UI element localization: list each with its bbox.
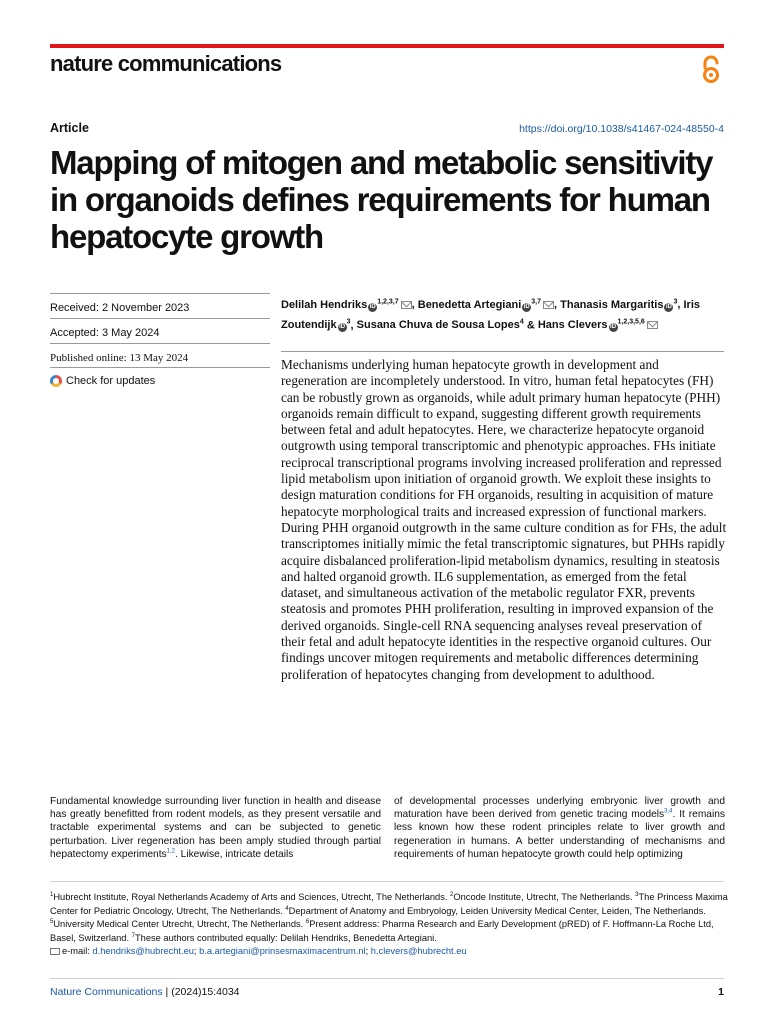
affiliation-number: 1 xyxy=(50,891,54,898)
affiliations-divider xyxy=(50,881,724,882)
footer-citation xyxy=(50,986,240,998)
crossmark-icon xyxy=(50,375,62,387)
affiliation-text: Present address: Pharma Research and Early Development (pRED) of F. Hoffmann-La Roche Ltd, Basel, Switzerland. xyxy=(50,919,714,943)
affiliation-text: These authors contributed equally: Delilah Hendriks, Benedetta Artegiani. xyxy=(135,932,437,943)
email-icon[interactable] xyxy=(401,301,412,309)
check-for-updates-button[interactable] xyxy=(50,368,270,387)
affiliation-number: 2 xyxy=(450,891,454,898)
published-date: Published online: 13 May 2024 xyxy=(50,352,189,364)
abstract: Mechanisms underlying human hepatocyte growth in development and regeneration are incompletely understood. In vitro, human fetal hepatocytes (FH) can be robustly grown as organoids, while adult primary human hepatocyte (PHH) organoids remain difficult to expand, suggesting different growth requirements between fetal and adult hepatocytes. Here, we characterize hepatocyte organoid outgrowth using temporal transcriptomic and phenotypic approaches. FHs initiate reciprocal transcriptional programs involving increased proliferation and repressed lipid metabolism upon initiation of organoid growth. We exploit these insights to design maturation conditions for FH organoids, resulting in acquisition of mature hepatocyte morphological traits and increased expression of functional markers. During PHH organoid outgrowth in the same culture condition as for FHs, the adult transcriptomes initially mimic the fetal transcriptomic signatures, but PHHs rapidly acquire disbalanced proliferation-lipid metabolism dynamics, resulting in steatosis and halted organoid growth. IL6 supplementation, as emerged from the fetal dataset, and simultaneous activation of the metabolic regulator FXR, prevents steatosis and promotes PHH proliferation, resulting in improved expansion of the derived organoids. Single-cell RNA sequencing analyses reveal preservation of their fetal and adult hepatocyte identities in the respective organoid cultures. Our findings uncover mitogen requirements and metabolic differences determining proliferation of hepatocytes changing from development to adulthood. xyxy=(281,357,727,682)
affiliation-text: Hubrecht Institute, Royal Netherlands Academy of Arts and Sciences, Utrecht, The Netherlands. xyxy=(53,892,451,902)
email-label: e-mail: xyxy=(62,946,93,957)
affiliation-list xyxy=(50,891,730,945)
orcid-icon[interactable]: iD xyxy=(610,324,617,331)
affiliation-text: Oncode Institute, Utrecht, The Netherlands. xyxy=(453,892,636,902)
affiliation-text: The Princess Maxima Center for Pediatric Oncology, Utrecht, The Netherlands. xyxy=(50,892,728,916)
author-affiliation-numbers: 3 xyxy=(346,318,351,326)
body-right-text: of developmental processes underlying embryonic liver growth and maturation have been derived from genetic tracing models xyxy=(394,796,725,821)
footer-journal-link[interactable]: Nature Communications xyxy=(50,986,163,998)
article-title: Mapping of mitogen and metabolic sensitivity in organoids defines requirements for human hepatocyte growth xyxy=(50,144,713,255)
accepted-date: Accepted: 3 May 2024 xyxy=(50,327,160,339)
body-column-right xyxy=(394,795,725,861)
affiliation-number: 7 xyxy=(131,932,135,939)
author-name[interactable]: Delilah Hendriks xyxy=(281,298,368,311)
affiliation-number: 4 xyxy=(285,905,289,912)
footer-volume: | (2024)15:4034 xyxy=(162,986,240,998)
author-name[interactable]: Hans Clevers xyxy=(537,319,608,332)
author-name[interactable]: Benedetta Artegiani xyxy=(417,298,522,311)
citation-ref[interactable]: 3,4 xyxy=(664,808,673,815)
author[interactable] xyxy=(560,299,677,311)
author-name[interactable]: Susana Chuva de Sousa Lopes xyxy=(356,319,520,332)
check-updates-block xyxy=(50,367,270,387)
author[interactable] xyxy=(418,299,554,311)
author-name[interactable]: Iris Zoutendijk xyxy=(281,298,700,332)
email-icon[interactable] xyxy=(647,321,658,329)
body-right-text-end: . It remains less known how these rodent principles relate to liver growth and regeneration in humans. A better understanding of mechanisms and requirements of human hepatocyte growth could help optimizing xyxy=(394,809,725,860)
accepted-date-block xyxy=(50,318,270,344)
body-left-text: Fundamental knowledge surrounding liver function in health and disease has greatly benefitted from rodent models, as they present versatile and tractable experimental systems and can be subjected to genetic perturbation. Liver regeneration has been amply studied through partial hepatectomy experiments xyxy=(50,796,381,860)
affiliations xyxy=(50,891,730,959)
orcid-icon[interactable]: iD xyxy=(369,303,376,310)
doi-link[interactable]: https://doi.org/10.1038/s41467-024-48550-4 xyxy=(519,123,724,135)
email-link[interactable]: h.clevers@hubrecht.eu xyxy=(370,946,467,957)
orcid-icon[interactable]: iD xyxy=(523,303,530,310)
affiliation-text: University Medical Center Utrecht, Utrecht, The Netherlands. xyxy=(53,919,306,930)
open-access-icon[interactable] xyxy=(698,55,724,85)
affiliation-number: 3 xyxy=(635,891,639,898)
author-affiliation-numbers: 4 xyxy=(519,318,524,326)
email-icon xyxy=(50,948,60,955)
journal-name[interactable]: nature communications xyxy=(50,51,282,76)
author-affiliation-numbers: 1,2,3,7 xyxy=(377,298,399,305)
author[interactable] xyxy=(281,299,412,311)
email-link[interactable]: b.a.artegiani@prinsesmaximacentrum.nl xyxy=(199,946,366,957)
affiliation-number: 6 xyxy=(305,919,310,926)
citation-ref[interactable]: 1,2 xyxy=(166,848,175,855)
body-left-text-end: . Likewise, intricate details xyxy=(175,848,294,860)
article-type: Article xyxy=(50,121,89,135)
body-column-left xyxy=(50,795,381,861)
received-date-block xyxy=(50,293,270,319)
page-number: 1 xyxy=(718,986,724,998)
journal-header-bar xyxy=(50,44,724,48)
author-list: Delilah Hendriks iD$^{1,2,3,7}$ , Benedetta Artegiani iD$^{3,7}$ , Thanasis Margaritis $iD^3$, Iris Zoutendijk $iD^3$, Susana Chuva de Sousa Lopes$^4$ & Hans Clevers iD$^{1,2,3,5,6}$ xyxy=(281,298,700,332)
email-list: e-mail: d.hendriks@hubrecht.eu; b.a.artegiani@prinsesmaximacentrum.nl; h.clevers@hubrecht.eu xyxy=(50,945,730,959)
author-name[interactable]: Thanasis Margaritis xyxy=(560,298,664,311)
received-date: Received: 2 November 2023 xyxy=(50,302,190,314)
orcid-icon[interactable]: iD xyxy=(339,324,346,331)
published-date-block xyxy=(50,343,270,369)
orcid-icon[interactable]: iD xyxy=(665,303,672,310)
email-icon[interactable] xyxy=(543,301,554,309)
author-affiliation-numbers: 1,2,3,5,6 xyxy=(617,318,645,326)
author[interactable] xyxy=(538,319,658,331)
author[interactable] xyxy=(357,319,524,331)
check-for-updates-label: Check for updates xyxy=(66,375,156,387)
email-link[interactable]: d.hendriks@hubrecht.eu xyxy=(92,946,194,957)
abstract-divider xyxy=(281,351,724,352)
author-affiliation-numbers: 3,7 xyxy=(531,298,541,305)
footer-divider xyxy=(50,978,724,979)
affiliation-text: Department of Anatomy and Embryology, Leiden University Medical Center, Leiden, The Netherlands. xyxy=(288,905,706,916)
author-affiliation-numbers: 3 xyxy=(673,298,678,305)
affiliation-number: 5 xyxy=(50,919,54,926)
